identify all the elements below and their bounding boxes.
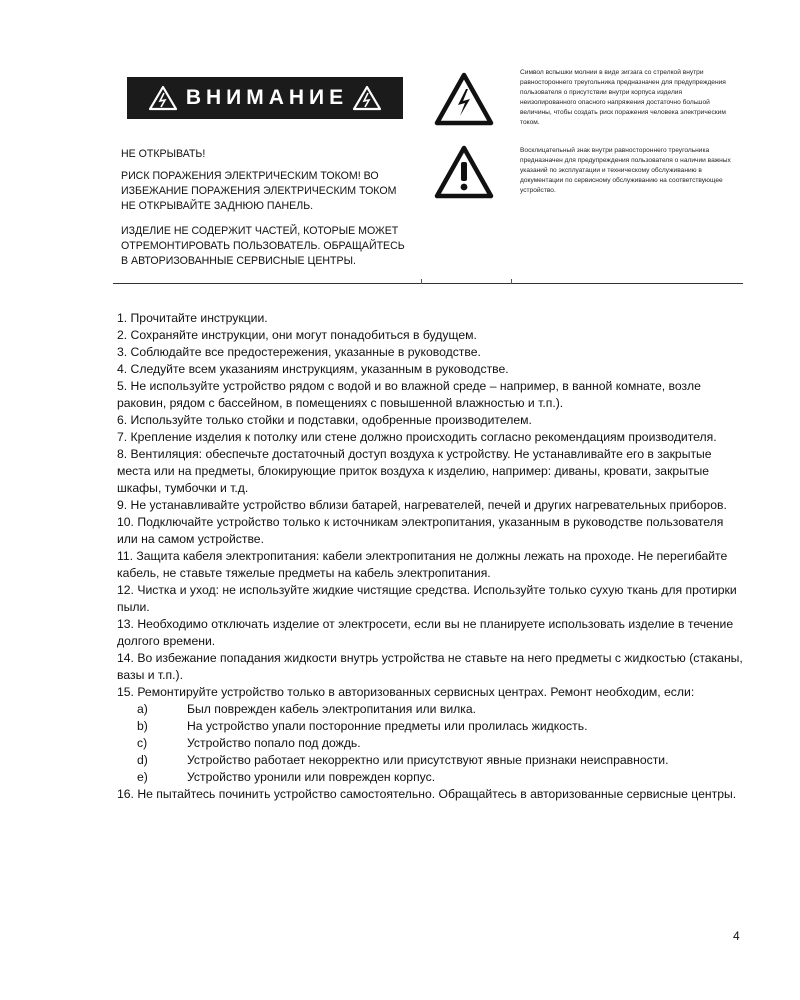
- warning-banner: [127, 77, 403, 119]
- instruction-item: 15. Ремонтируйте устройство только в авторизованных сервисных центрах. Ремонт необходим, если:: [117, 685, 695, 699]
- repair-condition-text: Был поврежден кабель электропитания или вилка.: [187, 702, 477, 716]
- repair-condition-text: Устройство работает некорректно или присутствуют явные признаки неисправности.: [187, 753, 669, 767]
- instruction-item: 2. Сохраняйте инструкции, они могут понадобиться в будущем.: [117, 328, 477, 342]
- warning-paragraph-shock: РИСК ПОРАЖЕНИЯ ЭЛЕКТРИЧЕСКИМ ТОКОМ! ВО ИЗБЕЖАНИЕ ПОРАЖЕНИЯ ЭЛЕКТРИЧЕСКИМ ТОКОМ НЕ ОТКРЫВАЙТЕ ЗАДНЮЮ ПАНЕЛЬ.: [121, 170, 397, 212]
- section-divider: [113, 283, 743, 284]
- lightning-triangle-icon: [434, 72, 494, 126]
- instruction-item: 3. Соблюдайте все предостережения, указанные в руководстве.: [117, 345, 481, 359]
- divider-tick: [421, 279, 422, 284]
- instruction-item: 9. Не устанавливайте устройство вблизи батарей, нагревателей, печей и других нагревательных приборов.: [117, 498, 727, 512]
- instruction-item: 1. Прочитайте инструкции.: [117, 311, 268, 325]
- instruction-item: 16. Не пытайтесь починить устройство самостоятельно. Обращайтесь в авторизованные сервисные центры.: [117, 787, 737, 801]
- instruction-item: 7. Крепление изделия к потолку или стене должно происходить согласно рекомендациям производителя.: [117, 430, 717, 444]
- divider-tick: [511, 279, 512, 284]
- instruction-item: 4. Следуйте всем указаниям инструкциям, указанным в руководстве.: [117, 362, 509, 376]
- warning-text-block: [121, 147, 413, 279]
- repair-condition-text: На устройство упали посторонние предметы или пролилась жидкость.: [187, 719, 588, 733]
- instruction-item: 13. Необходимо отключать изделие от электросети, если вы не планируете использовать изделие в течение долгого времени.: [117, 617, 734, 648]
- repair-condition-item: [117, 735, 745, 752]
- instruction-item: 6. Используйте только стойки и подставки, одобренные производителем.: [117, 413, 532, 427]
- repair-condition-letter: b): [137, 719, 148, 733]
- repair-condition-letter: e): [137, 770, 148, 784]
- repair-condition-letter: d): [137, 753, 148, 767]
- repair-condition-item: [117, 769, 745, 786]
- page-number: 4: [733, 929, 740, 943]
- safety-instructions: [117, 310, 745, 803]
- repair-condition-item: [117, 752, 745, 769]
- warning-paragraph-service: ИЗДЕЛИЕ НЕ СОДЕРЖИТ ЧАСТЕЙ, КОТОРЫЕ МОЖЕТ ОТРЕМОНТИРОВАТЬ ПОЛЬЗОВАТЕЛЬ. ОБРАЩАЙТЕСЬ В АВТОРИЗОВАННЫЕ СЕРВИСНЫЕ ЦЕНТРЫ.: [121, 225, 405, 267]
- instruction-item: 8. Вентиляция: обеспечьте достаточный доступ воздуха к устройству. Не устанавливайте его в закрытые места или на предметы, блокирующие приток воздуха к изделию, например: диваны, кровати, закрытые шкафы, тумбочки и т.д.: [117, 447, 712, 495]
- warning-triangle-icon: [148, 85, 178, 111]
- banner-title: ВНИМАНИЕ: [185, 86, 349, 109]
- repair-condition-letter: a): [137, 702, 148, 716]
- instruction-item: 14. Во избежание попадания жидкости внутрь устройства не ставьте на него предметы с жидкостью (стаканы, вазы и т.п.).: [117, 651, 743, 682]
- exclamation-symbol-description: Восклицательный знак внутри равностороннего треугольника предназначен для предупреждения пользователя о наличии важных указаний по эксплуатации и техническому обслуживанию в документации по сервисному обслуживанию на соответствующее устройство.: [520, 147, 731, 194]
- repair-condition-text: Устройство попало под дождь.: [187, 736, 361, 750]
- repair-condition-text: Устройство уронили или поврежден корпус.: [187, 770, 436, 784]
- instruction-item: 5. Не используйте устройство рядом с водой и во влажной среде – например, в ванной комнате, возле раковин, рядом с бассейном, в помещениях с повышенной влажностью и т.п.).: [117, 379, 701, 410]
- repair-condition-item: [117, 701, 745, 718]
- repair-condition-letter: c): [137, 736, 148, 750]
- instruction-item: 12. Чистка и уход: не используйте жидкие чистящие средства. Используйте только сухую ткань для протирки пыли.: [117, 583, 737, 614]
- instruction-item: 11. Защита кабеля электропитания: кабели электропитания не должны лежать на проходе. Не перегибайте кабель, не ставьте тяжелые предметы на кабель электропитания.: [117, 549, 728, 580]
- instruction-item: 10. Подключайте устройство только к источникам электропитания, указанным в руководстве пользователя или на самом устройстве.: [117, 515, 724, 546]
- warning-title: НЕ ОТКРЫВАТЬ!: [121, 148, 206, 160]
- exclamation-triangle-icon: [434, 145, 494, 199]
- repair-condition-item: [117, 718, 745, 735]
- warning-triangle-icon: [352, 85, 382, 111]
- lightning-symbol-description: Символ вспышки молнии в виде зигзага со стрелкой внутри равностороннего треугольника предназначен для предупреждения пользователя о присутствии внутри корпуса изделия неизолированного опасного напряжения достаточно большой величины, чтобы создать риск поражения человека электрическим током.: [520, 69, 726, 126]
